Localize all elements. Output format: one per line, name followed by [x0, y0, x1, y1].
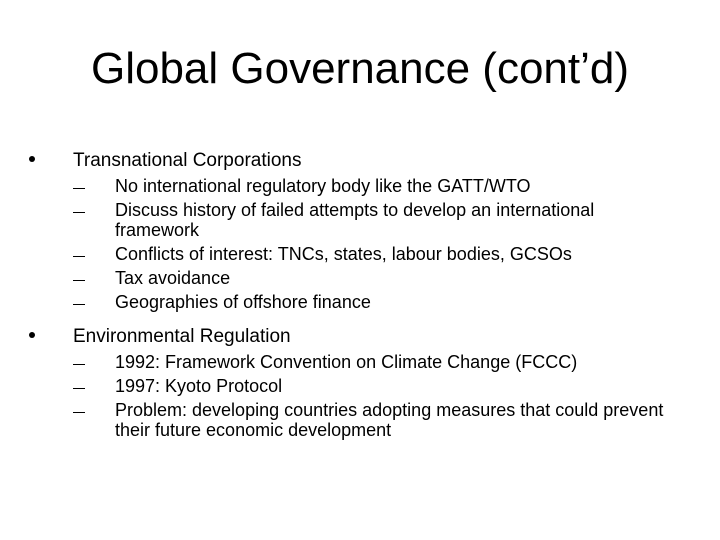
list-item: [0, 176, 720, 196]
list-item-text: Tax avoidance: [115, 268, 231, 288]
dash-icon: [73, 364, 85, 365]
section-heading: Environmental Regulation: [73, 326, 291, 347]
list-item: [0, 268, 720, 288]
list-item: [0, 400, 720, 440]
list-item: [0, 376, 720, 396]
dash-icon: [73, 388, 85, 389]
list-item-text: 1992: Framework Convention on Climate Change (FCCC): [115, 352, 578, 372]
dash-icon: [73, 212, 85, 213]
list-item: [0, 200, 720, 240]
list-item-text: 1997: Kyoto Protocol: [115, 376, 283, 396]
section-transnational-corporations: [0, 149, 720, 312]
bullet-dot-icon: [29, 156, 35, 162]
list-item: [0, 244, 720, 264]
slide-title: Global Governance (cont’d): [90, 44, 630, 93]
dash-icon: [73, 188, 85, 189]
list-item-text: No international regulatory body like the GATT/WTO: [115, 176, 531, 196]
section-heading-row: [0, 149, 720, 172]
list-item-text: Conflicts of interest: TNCs, states, labour bodies, GCSOs: [115, 244, 572, 264]
dash-icon: [73, 256, 85, 257]
dash-icon: [73, 280, 85, 281]
bullet-dot-icon: [29, 332, 35, 338]
list-item-text: Geographies of offshore finance: [115, 292, 371, 312]
list-item-text: Discuss history of failed attempts to develop an international framework: [115, 200, 595, 240]
list-item-text: Problem: developing countries adopting measures that could prevent their future economic development: [115, 400, 664, 440]
list-item: [0, 292, 720, 312]
section-heading-row: [0, 325, 720, 348]
list-item: [0, 352, 720, 372]
dash-icon: [73, 304, 85, 305]
section-environmental-regulation: [0, 325, 720, 440]
section-heading: Transnational Corporations: [73, 150, 302, 171]
dash-icon: [73, 412, 85, 413]
